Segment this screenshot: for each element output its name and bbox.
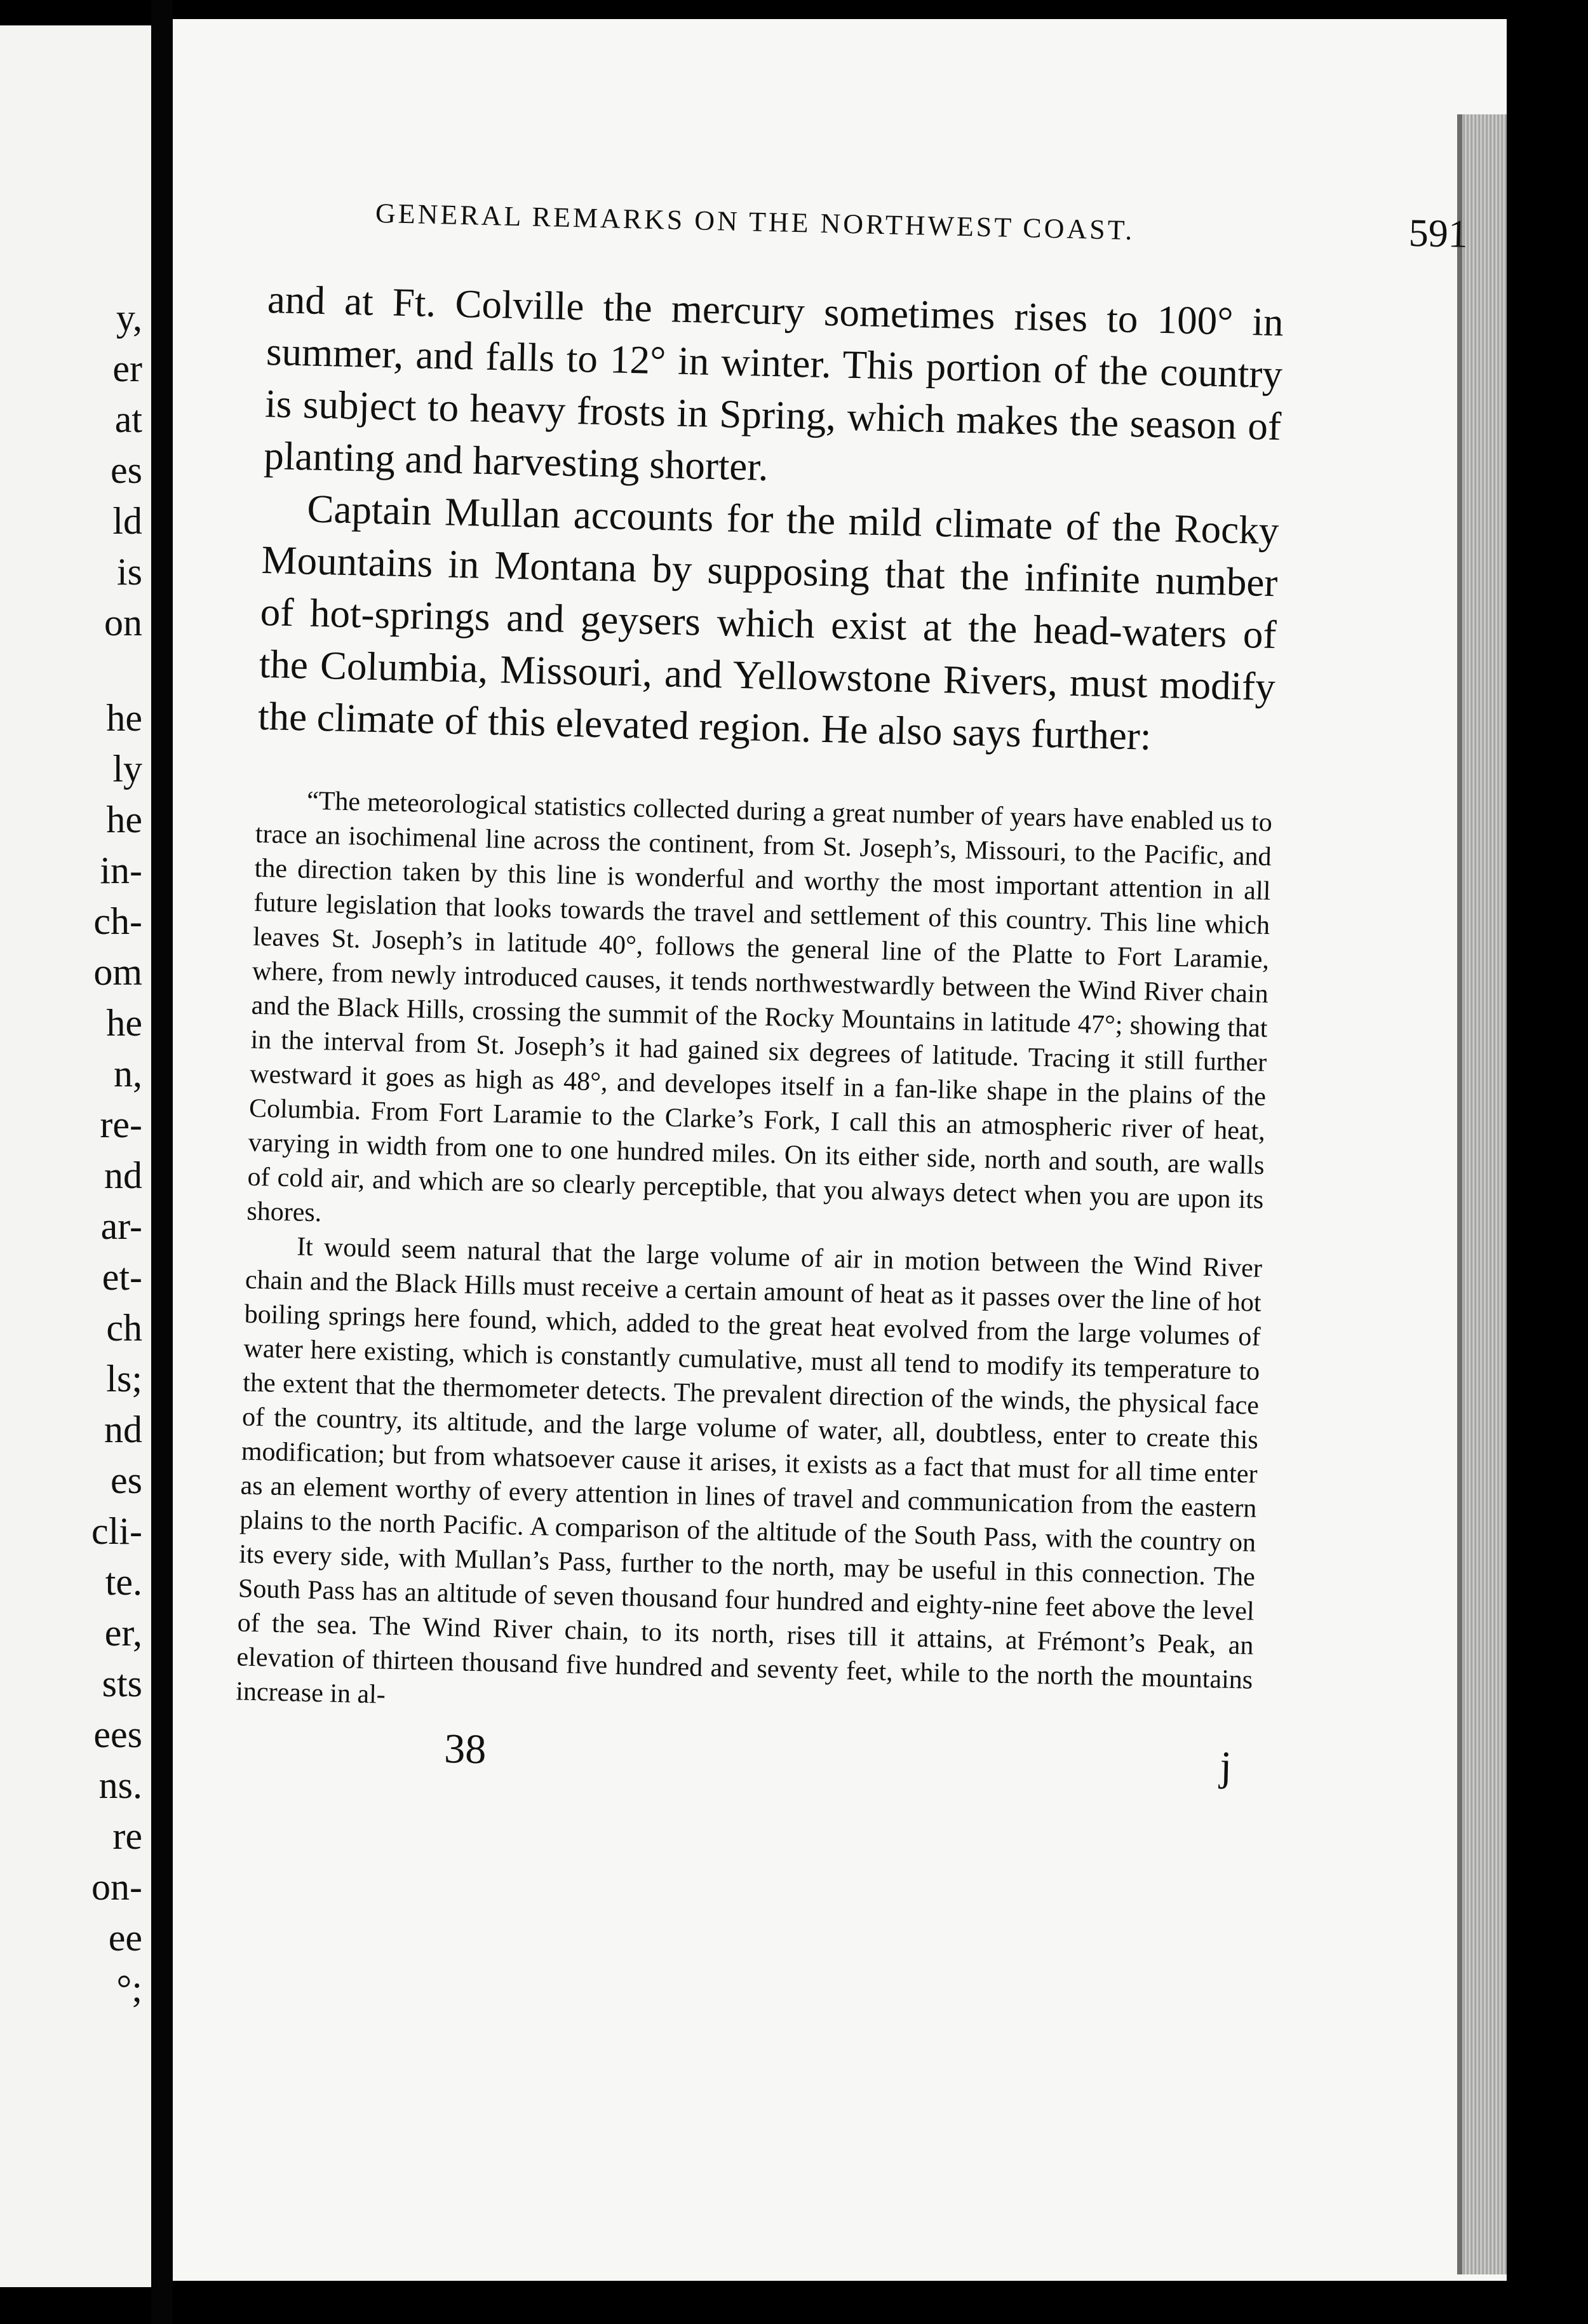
left-page-fragment: ee [108,1917,142,1959]
left-page-fragment: in- [100,849,142,891]
paragraph: Captain Mullan accounts for the mild climate of the Rocky Mountains in Montana by supposing that the infinite number of hot-springs and geysers which exist at the head-waters of the Columbia, Missouri, and Yellowstone Rivers, must modify the climate of this elevated region. He also says further: [257,486,1280,759]
left-page-fragment: ld [112,500,142,542]
left-page-fragment: is [116,551,142,593]
page-footer [234,1720,1251,1791]
left-page-fragment: er [112,348,142,389]
left-page-fragment: °; [116,1968,142,2010]
left-page-fragment: ly [112,748,142,790]
left-page-fragment: on- [91,1866,142,1908]
body-text [234,273,1284,1792]
left-page-fragment: es [111,1459,142,1501]
left-page-fragment: om [93,951,142,993]
block-quote [236,783,1273,1732]
left-page-fragment: cli- [91,1510,142,1552]
left-page-fragment: ar- [100,1205,142,1247]
left-page-fragment: y, [116,297,142,339]
page-edge-shadow [1457,114,1462,2274]
left-page-fragment: on [104,602,142,644]
running-head [375,187,1468,257]
left-page-fragment: ees [93,1713,142,1755]
left-page-fragment: nd [104,1409,142,1450]
quote-paragraph: “The meteorological statistics collected during a great number of years have enabled us to trace an isochimenal line across the continent, from St. Joseph’s, Missouri, to the Pacific, and the direction taken by this line is wonderful and worthy the most important attention in all future legislation that looks towards the travel and settlement of this country. This line which leaves St. Joseph’s in latitude 40°, follows the general line of the Platte to Fort Laramie, where, from newly introduced causes, it tends northwestwardly between the Wind River chain and the Black Hills, crossing the summit of the Rocky Mountains in latitude 47°; showing that in the interval from St. Joseph’s it had gained six degrees of latitude. Tracing it still further westward it goes as high as 48°, and developes itself in a fan-like shape in the plains of the Columbia. From Fort Laramie to the Clarke’s Fork, I call this an atmospheric river of heat, varying in width from one to one hundred miles. On its either side, north and south, are walls of cold air, and which are so clearly perceptible, that you always detect when you are upon its shores. [246,786,1273,1228]
left-page-fragment: at [114,398,142,440]
left-page-fragment: es [111,449,142,491]
book-gutter [151,0,173,2324]
previous-page-edge [0,25,151,2287]
left-page-fragment: ls; [106,1358,142,1400]
left-page-fragment: ch- [93,900,142,942]
page-number: 591 [1408,211,1469,257]
quote-paragraph: It would seem natural that the large volume of air in motion between the Wind River chain and the Black Hills must receive a certain amount of heat as it passes over the line of hot boiling springs here found, which, added to the great heat evolved from the large volumes of water here existing, which is constantly cumulative, must all tend to modify its temperature to the extent that the thermometer detects. The prevalent direction of the winds, the physical face of the country, its altitude, and the large volume of water, all, doubtless, enter to create this modification; but from whatsoever cause it arises, it exists as a fact that must for all time enter as an element worthy of every attention in lines of travel and communication from the eastern plains to the north Pacific. A comparison of the altitude of the South Pass, with the country on its every side, with Mullan’s Pass, further to the north, may be useful in this connection. The South Pass has an altitude of seven thousand four hundred and eighty-nine feet above the level of the sea. The Wind River chain, to its north, rises till it attains, at Frémont’s Peak, an elevation of thirteen thousand five hundred and seventy feet, while to the north the mountains increase in al- [235,1232,1263,1710]
left-page-fragment: te. [105,1561,142,1603]
left-page-fragment: nd [104,1154,142,1196]
paragraph: and at Ft. Colville the mercury sometimes rises to 100° in summer, and falls to 12° in winter. This portion of the country is subject to heavy frosts in Spring, which makes the season of planting and harvesting shorter. [263,276,1284,489]
left-page-fragment: n, [114,1053,142,1095]
left-page-fragment: re- [100,1104,142,1145]
left-page-fragment: he [106,799,142,841]
left-page-fragment: ns. [98,1764,142,1806]
page-edges [1462,114,1507,2274]
left-page-fragment: he [106,1002,142,1044]
left-page-fragment: ch [106,1307,142,1349]
catchword-mark: j [1219,1743,1232,1790]
running-title: GENERAL REMARKS ON THE NORTHWEST COAST. [375,197,1135,247]
signature-mark: 38 [443,1725,487,1773]
left-page-fragment: er, [104,1612,142,1654]
left-page-fragment: et- [102,1256,142,1298]
book-page [173,19,1507,2281]
left-page-fragment: sts [102,1663,142,1705]
left-page-fragment: he [106,697,142,739]
left-page-fragment: re [112,1815,142,1857]
